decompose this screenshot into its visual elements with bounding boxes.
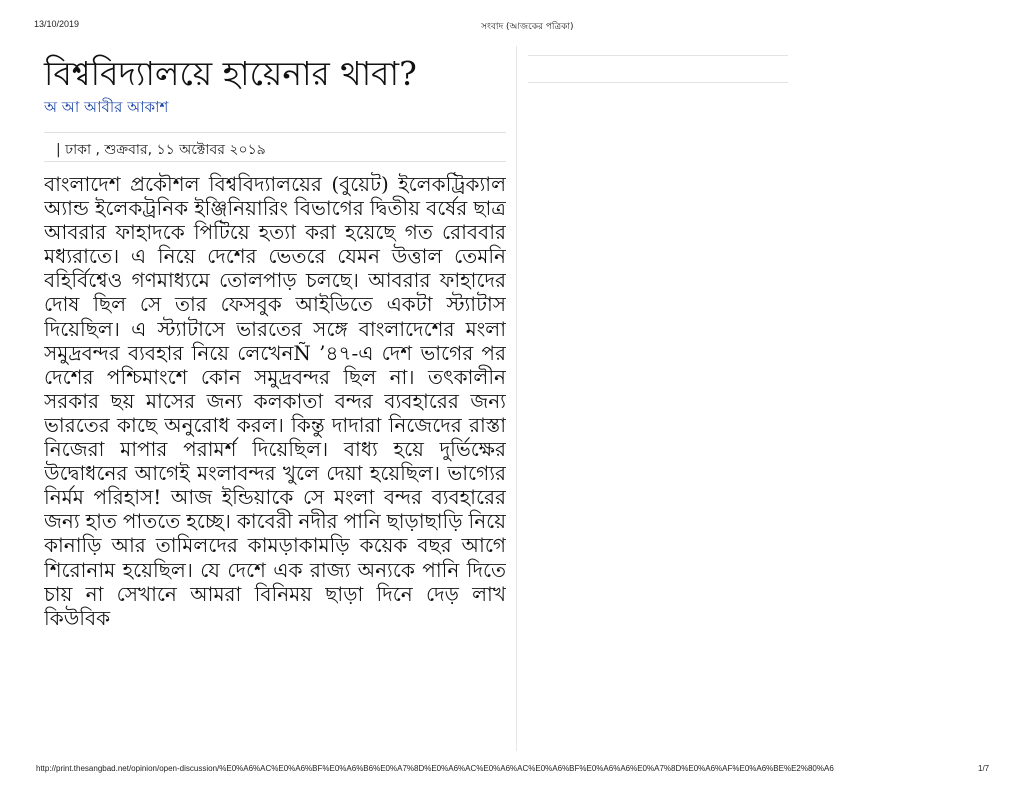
article-headline: বিশ্ববিদ্যালয়ে হায়েনার থাবা? <box>44 54 417 93</box>
article-body: বাংলাদেশ প্রকৌশল বিশ্ববিদ্যালয়ের (বুয়েট) ইলেকট্রিক্যাল অ্যান্ড ইলেকট্রনিক ইঞ্জিনিয়ারিং বিভাগের দ্বিতীয় বর্ষের ছাত্র আবরার ফাহাদকে পিটিয়ে হত্যা করা হয়েছে গত রোববার মধ্যরাতে। এ নিয়ে দেশের ভেতরে যেমন উত্তাল তেমনি বহির্বিশ্বেও গণমাধ্যমে তোলপাড় চলছে। আবরার ফাহাদের দোষ ছিল সে তার ফেসবুক আইডিতে একটা স্ট্যাটাস দিয়েছিল। এ স্ট্যাটাসে ভারতের সঙ্গে বাংলাদেশের মংলা সমুদ্রবন্দর ব্যবহার নিয়ে লেখেনÑ ’৪৭-এ দেশ ভাগের পর দেশের পশ্চিমাংশে কোন সমুদ্রবন্দর ছিল না। তৎকালীন সরকার ছয় মাসের জন্য কলকাতা বন্দর ব্যবহারের জন্য ভারতের কাছে অনুরোধ করল। কিন্তু দাদারা নিজেদের রাস্তা নিজেরা মাপার পরামর্শ দিয়েছিল। বাধ্য হয়ে দুর্ভিক্ষের উদ্বোধনের আগেই মংলাবন্দর খুলে দেয়া হয়েছিল। ভাগ্যের নির্মম পরিহাস! আজ ইন্ডিয়াকে সে মংলা বন্দর ব্যবহারের জন্য হাত পাততে হচ্ছে। কাবেরী নদীর পানি ছাড়াছাড়ি নিয়ে কানাড়ি আর তামিলদের কামড়াকামড়ি কয়েক বছর আগে শিরোনাম হয়েছিল। যে দেশে এক রাজ্য অন্যকে পানি দিতে চায় না সেখানে আমরা বিনিময় ছাড়া দিনে দেড় লাখ কিউবিক <box>44 172 506 630</box>
print-date: 13/10/2019 <box>34 19 80 29</box>
print-page-title: সংবাদ (আজকের পত্রিকা) <box>481 22 574 32</box>
column-divider <box>516 46 517 751</box>
dateline-bar <box>44 132 506 162</box>
print-footer-url: http://print.thesangbad.net/opinion/open-discussion/%E0%A6%AC%E0%A6%BF%E0%A6%B6%E0%A7%8D%E0%A6%AC%E0%A6%AC%E0%A6%BF%E0%A6%A6%E0%A7%8D%E0%A6%AF%E0%A6%BE%E2%80%A6 <box>36 764 834 773</box>
sidebar-rule <box>528 82 788 83</box>
print-page-number: 1/7 <box>978 764 990 773</box>
sidebar-rule <box>528 55 788 56</box>
article-dateline: | ঢাকা , শুক্রবার, ১১ অক্টোবর ২০১৯ <box>56 142 266 158</box>
author-link[interactable]: অ আ আবীর আকাশ <box>44 98 169 116</box>
article <box>44 52 506 744</box>
